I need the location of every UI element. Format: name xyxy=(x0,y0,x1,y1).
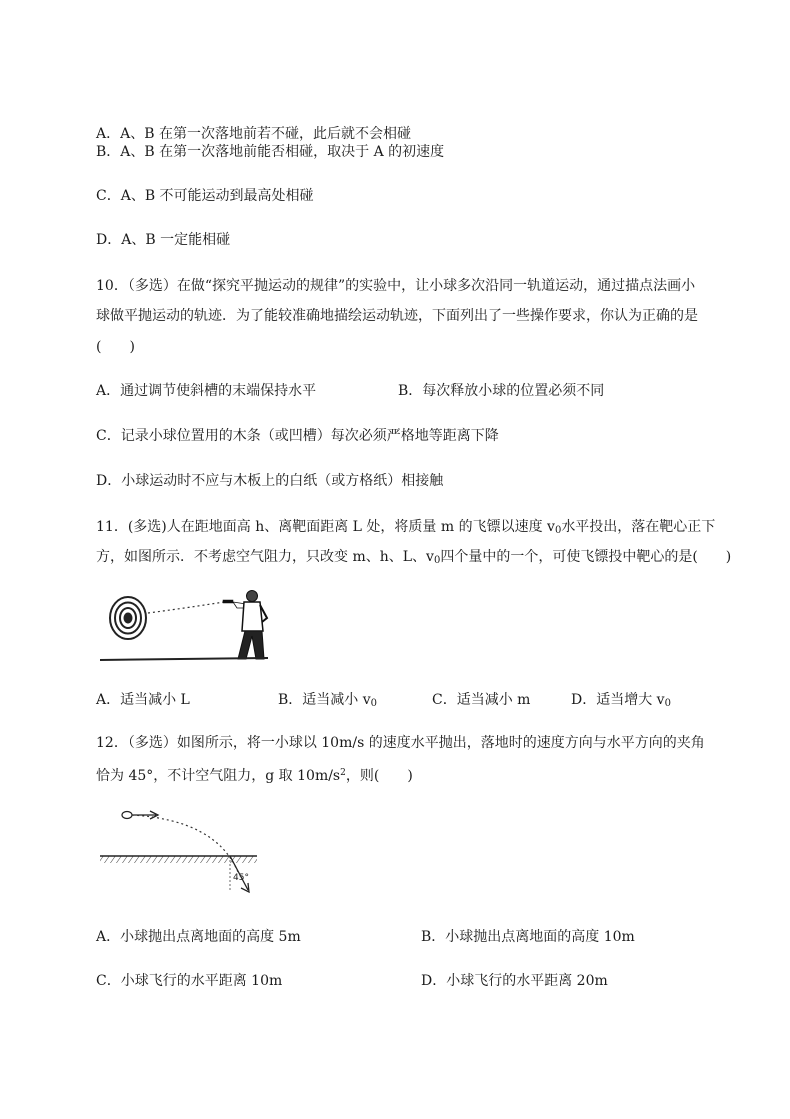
q12-figure-projectile xyxy=(96,806,261,902)
q10-option-b: B．每次释放小球的位置必须不同 xyxy=(398,383,605,399)
q12-option-a: A．小球抛出点离地面的高度 5m xyxy=(96,929,301,945)
q12-option-c: C．小球飞行的水平距离 10m xyxy=(96,973,283,989)
q11-option-d xyxy=(571,690,671,714)
q11-stem-line-1-text: 11．(多选)人在距地面高 h、离靶面距离 L 处，将质量 m 的飞镖以速度 v xyxy=(96,519,555,535)
q9-option-c: C．A、B 不可能运动到最高处相碰 xyxy=(96,188,314,204)
initial-velocity-arrow xyxy=(132,811,158,819)
q11-stem-line-2 xyxy=(96,547,731,571)
q10-stem-line-1: 10．（多选）在做“探究平抛运动的规律”的实验中，让小球多次沿同一轨道运动，通过描点法画小 xyxy=(96,278,696,294)
q12-stem-line-2-tail: ，则( ) xyxy=(345,768,413,784)
q12-stem-line-2 xyxy=(96,763,413,786)
q11-option-d-text: D．适当增大 v xyxy=(571,692,665,708)
angle-label: 45° xyxy=(233,873,249,883)
q11-option-b xyxy=(278,690,377,714)
ground-line xyxy=(100,658,268,660)
q11-stem-line-2-text: 方，如图所示．不考虑空气阻力，只改变 m、h、L、v xyxy=(96,549,434,565)
q10-stem-line-3: ( ) xyxy=(96,339,135,355)
q10-option-d: D．小球运动时不应与木板上的白纸（或方格纸）相接触 xyxy=(96,473,444,489)
q11-option-c: C．适当减小 m xyxy=(432,692,531,708)
q12-superscript: 2 xyxy=(340,768,346,778)
target-icon xyxy=(110,597,146,639)
q11-stem-line-1 xyxy=(96,517,715,541)
q10-stem-line-2: 球做平抛运动的轨迹．为了能较准确地描绘运动轨迹，下面列出了一些操作要求，你认为正确的是 xyxy=(96,308,698,324)
q11-v0-subscript: 0 xyxy=(554,525,562,536)
q10-option-a: A．通过调节使斜槽的末端保持水平 xyxy=(96,383,317,399)
projectile-trajectory xyxy=(132,815,238,872)
q11-figure-dart-thrower xyxy=(96,586,271,666)
q11-v0-subscript-2: 0 xyxy=(433,555,441,566)
ball-icon xyxy=(122,812,132,819)
q11-option-b-text: B．适当减小 v xyxy=(278,692,371,708)
q11-option-b-subscript: 0 xyxy=(370,698,378,709)
q11-option-a: A．适当减小 L xyxy=(96,692,190,708)
q11-option-d-subscript: 0 xyxy=(664,698,671,709)
q11-stem-line-2-tail: 四个量中的一个，可使飞镖投中靶心的是( ) xyxy=(440,549,732,565)
q9-option-a: A．A、B 在第一次落地前若不碰，此后就不会相碰 xyxy=(96,126,411,142)
q12-option-d: D．小球飞行的水平距离 20m xyxy=(421,973,608,989)
q10-option-c: C．记录小球位置用的木条（或凹槽）每次必须严格地等距离下降 xyxy=(96,428,499,444)
q9-option-b: B．A、B 在第一次落地前能否相碰，取决于 A 的初速度 xyxy=(96,144,445,160)
person-icon xyxy=(223,591,267,660)
q9-option-d: D．A、B 一定能相碰 xyxy=(96,232,231,248)
q12-stem-line-1: 12．（多选）如图所示，将一小球以 10m/s 的速度水平抛出，落地时的速度方向与水平方向的夹角 xyxy=(96,735,705,751)
q12-stem-line-2-text: 恰为 45°，不计空气阻力，g 取 10m/s xyxy=(96,768,341,784)
q11-stem-line-1-tail: 水平投出，落在靶心正下 xyxy=(561,519,716,535)
dart-trajectory xyxy=(148,602,224,613)
q12-option-b: B．小球抛出点离地面的高度 10m xyxy=(421,929,635,945)
